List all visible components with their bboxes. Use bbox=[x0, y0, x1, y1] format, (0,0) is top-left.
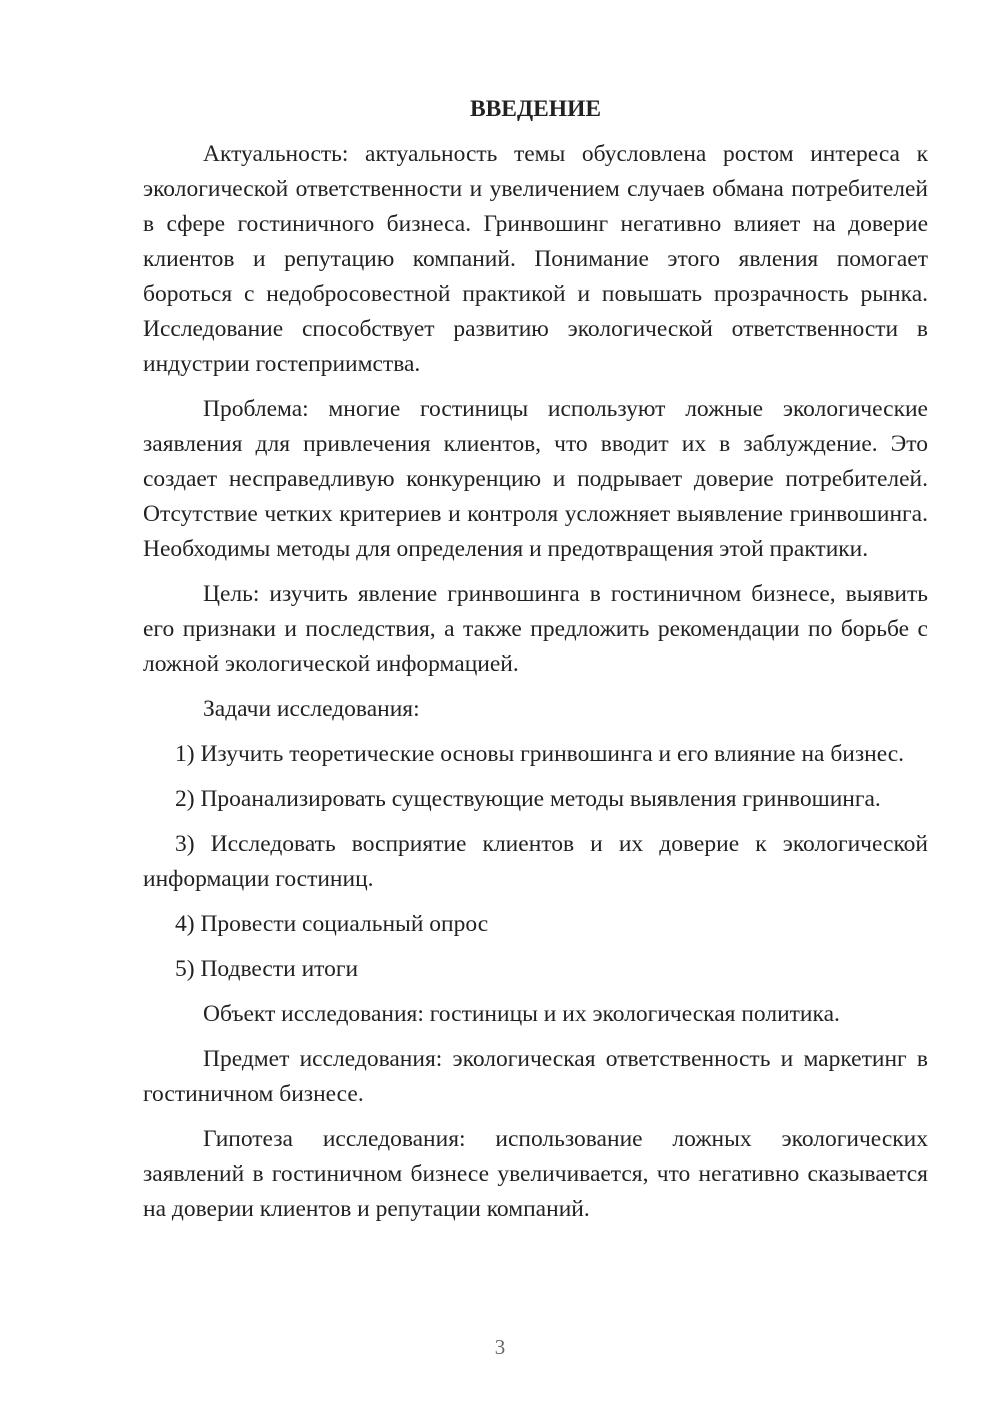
list-item-task-2: 2) Проанализировать существующие методы выявления гринвошинга. bbox=[175, 786, 881, 812]
paragraph-hypothesis: Гипотеза исследования: использование ложных экологических заявлений в гостиничном бизнесе увеличивается, что негативно сказывается на доверии клиентов и репутации компаний. bbox=[143, 1126, 928, 1222]
list-item-task-1: 1) Изучить теоретические основы гринвошинга и его влияние на бизнес. bbox=[175, 741, 905, 767]
list-item-task-3: 3) Исследовать восприятие клиентов и их доверие к экологической информации гостиниц. bbox=[143, 831, 928, 892]
paragraph-object: Объект исследования: гостиницы и их экологическая политика. bbox=[203, 1001, 840, 1027]
paragraph-tasks-title: Задачи исследования: bbox=[203, 696, 420, 722]
page-number: 3 bbox=[494, 1335, 506, 1359]
paragraph-subject: Предмет исследования: экологическая ответственность и маркетинг в гостиничном бизнесе. bbox=[143, 1046, 928, 1107]
paragraph-relevance: Актуальность: актуальность темы обусловлена ростом интереса к экологической ответственности и увеличением случаев обмана потребителей в сфере гостиничного бизнеса. Гринвошинг негативно влияет на доверие клиентов и репутацию компаний. Понимание этого явления помогает бороться с недобросовестной практикой и повышать прозрачность рынка. Исследование способствует развитию экологической ответственности в индустрии гостеприимства. bbox=[143, 141, 928, 377]
list-item-task-5: 5) Подвести итоги bbox=[175, 956, 359, 982]
paragraph-goal: Цель: изучить явление гринвошинга в гостиничном бизнесе, выявить его признаки и последствия, а также предложить рекомендации по борьбе с ложной экологической информацией. bbox=[143, 581, 928, 677]
document-page bbox=[143, 92, 928, 1237]
paragraph-problem: Проблема: многие гостиницы используют ложные экологические заявления для привлечения клиентов, что вводит их в заблуждение. Это создает несправедливую конкуренцию и подрывает доверие потребителей. Отсутствие четких критериев и контроля усложняет выявление гринвошинга. Необходимы методы для определения и предотвращения этой практики. bbox=[143, 396, 928, 562]
page-title: ВВЕДЕНИЕ bbox=[469, 96, 602, 122]
list-item-task-4: 4) Провести социальный опрос bbox=[175, 911, 489, 937]
